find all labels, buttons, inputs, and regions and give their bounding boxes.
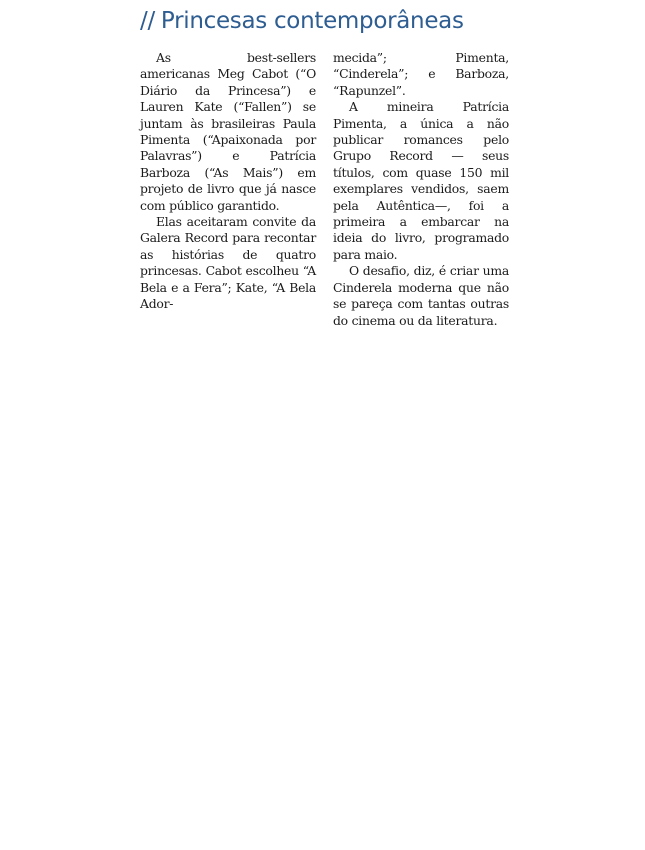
article-headline [140,6,464,36]
paragraph-2-continued: mecida”; Pimenta, “Cinderela”; e Barboza, “Rapunzel”. [333,50,509,98]
headline-text: Princesas contemporâneas [160,8,464,34]
paragraph-2: Elas aceitaram convite da Galera Record para recontar as histórias de quatro princesas. Cabot escolheu “A Bela e a Fera”; Kate, “A Bela Ador- [140,214,316,312]
article-column-right [333,50,509,329]
paragraph-4: O desafio, diz, é criar uma Cinderela moderna que não se pareça com tantas outras do cinema ou da literatura. [333,263,509,328]
paragraph-1: As best-sellers americanas Meg Cabot (“O Diário da Princesa”) e Lauren Kate (“Fallen”) se juntam às brasileiras Paula Pimenta (“Apaixonada por Palavras”) e Patrícia Barboza (“As Mais”) em projeto de livro que já nasce com público garantido. [140,50,316,213]
paragraph-3: A mineira Patrícia Pimenta, a única a não publicar romances pelo Grupo Record — seus títulos, com quase 150 mil exemplares vendidos, saem pela Autêntica—, foi a primeira a embarcar na ideia do livro, programado para maio. [333,99,509,262]
headline-prefix: // [140,8,155,34]
article-column-left [140,50,316,313]
